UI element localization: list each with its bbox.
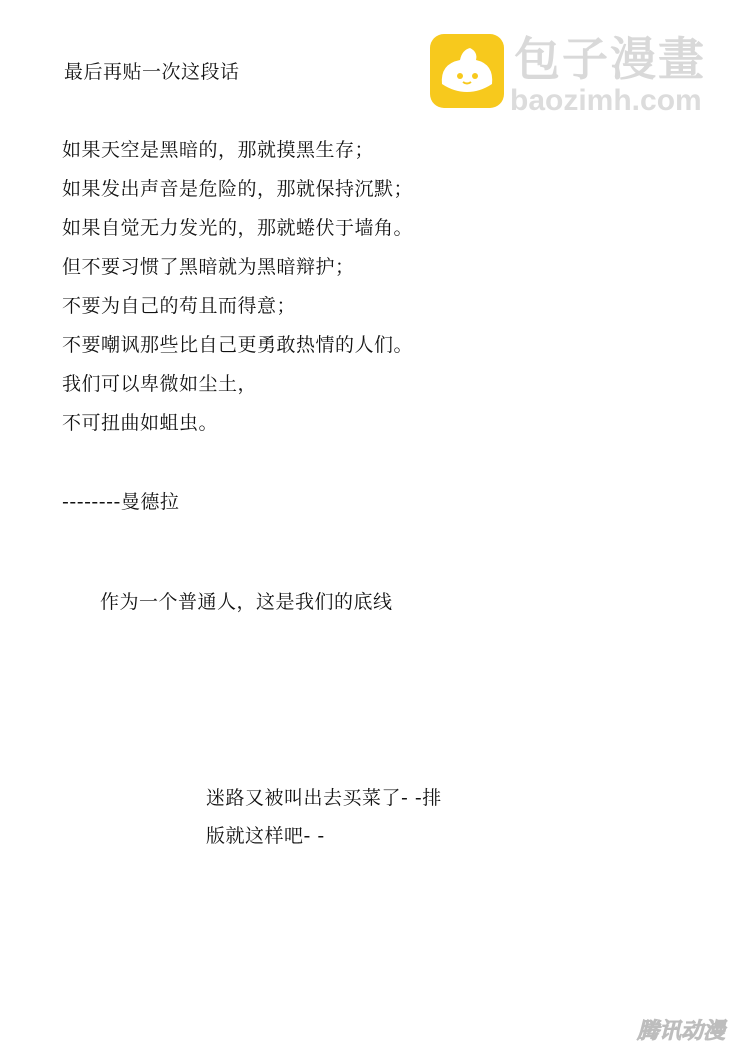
baozimh-watermark: [430, 34, 730, 118]
poem-line: 如果发出声音是危险的，那就保持沉默；: [62, 178, 414, 200]
poem-line: 不可扭曲如蛆虫。: [62, 412, 219, 434]
heading-text: 最后再贴一次这段话: [64, 61, 240, 83]
bun-logo-icon: [430, 34, 504, 108]
note-line: 版就这样吧- -: [206, 825, 325, 847]
note-line: 迷路又被叫出去买菜了- -排: [206, 787, 442, 809]
poem-line: 不要嘲讽那些比自己更勇敢热情的人们。: [62, 334, 414, 356]
comment-text: 作为一个普通人，这是我们的底线: [100, 591, 393, 613]
poem-line: 如果自觉无力发光的，那就蜷伏于墙角。: [62, 217, 414, 239]
watermark-domain: baozimh.com: [510, 84, 702, 117]
corner-watermark-text: 腾讯动漫: [636, 1019, 726, 1044]
poem-line: 不要为自己的苟且而得意；: [62, 295, 297, 317]
watermark-name: 包子漫畫: [514, 32, 706, 86]
attribution-text: --------曼德拉: [62, 491, 180, 513]
tencent-comic-watermark: [626, 1014, 736, 1046]
poem-line: 我们可以卑微如尘土，: [62, 373, 258, 395]
poem-line: 如果天空是黑暗的，那就摸黑生存；: [62, 139, 375, 161]
poem-line: 但不要习惯了黑暗就为黑暗辩护；: [62, 256, 355, 278]
